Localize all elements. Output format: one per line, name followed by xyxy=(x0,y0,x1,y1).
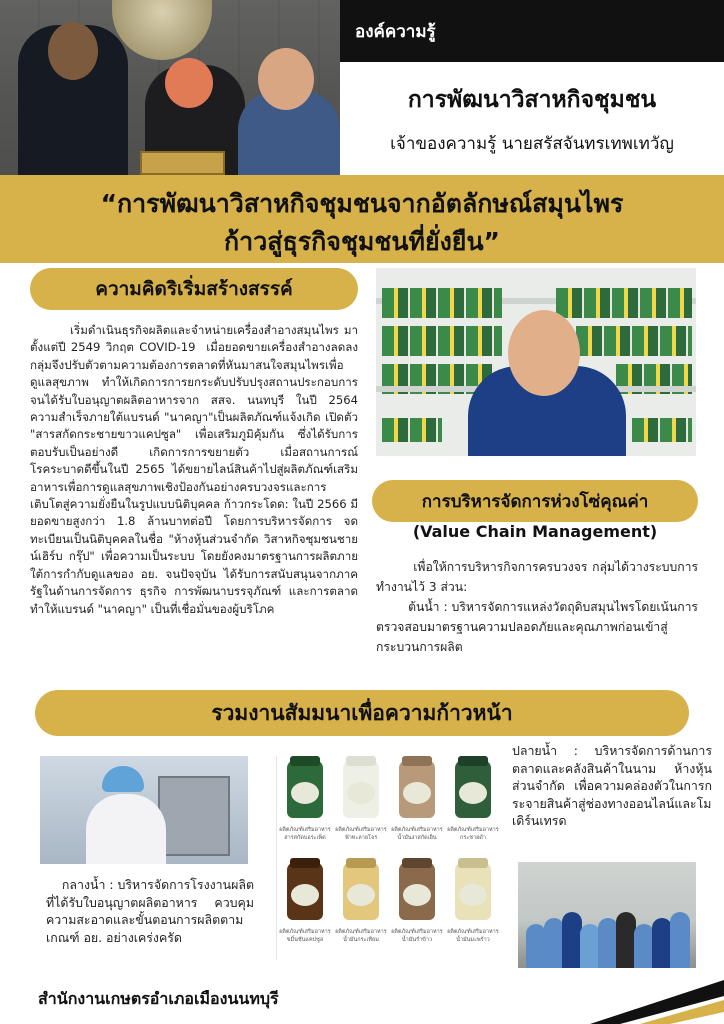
product-item xyxy=(445,756,501,858)
bottle-label xyxy=(291,884,319,906)
bottle-cap xyxy=(290,756,320,766)
product-item xyxy=(445,858,501,960)
product-item xyxy=(333,756,389,858)
person-right-head xyxy=(258,48,314,110)
section-label: องค์ความรู้ xyxy=(355,22,436,42)
product-caption: ผลิตภัณฑ์เสริมอาหารขมิ้นชันแคปซูล xyxy=(279,929,331,943)
bottle-label xyxy=(459,782,487,804)
product-caption: ผลิตภัณฑ์เสริมอาหารกระชายดำ xyxy=(447,827,499,841)
products-grid xyxy=(276,756,502,960)
bottle-label xyxy=(347,884,375,906)
bottle-label xyxy=(291,782,319,804)
bottle-cap xyxy=(290,858,320,868)
product-item xyxy=(389,858,445,960)
downstream-text: ปลายน้ำ : บริหารจัดการด้านการตลาดและคลังสินค้าในนาม ห้างหุ้นส่วนจำกัด เพื่อความคล่องตัวในการกระจายสินค้าสู่ช่องทางออนไลน์และโมเดิร์นเทรด xyxy=(512,743,712,829)
seminar-heading: รวมงานสัมมนาเพื่อความก้าวหน้า xyxy=(35,690,689,736)
value-chain-body xyxy=(376,557,698,657)
person-left-head xyxy=(48,22,98,80)
bottle-cap xyxy=(346,756,376,766)
bottle-label xyxy=(347,782,375,804)
stripe-black xyxy=(590,980,724,1024)
person-center-head xyxy=(165,58,213,108)
idea-heading: ความคิดริเริ่มสร้างสรรค์ xyxy=(30,268,358,310)
hair-cap xyxy=(102,766,144,792)
product-caption: ผลิตภัณฑ์เสริมอาหารน้ำมันมะพร้าว xyxy=(447,929,499,943)
product-caption: ผลิตภัณฑ์เสริมอาหารน้ำมันงาสกัดเย็น xyxy=(391,827,443,841)
bottle-cap xyxy=(458,756,488,766)
upstream-text: ต้นน้ำ : บริหารจัดการแหล่งวัตถุดิบสมุนไพรโดยเน้นการตรวจสอบมาตรฐานความปลอดภัยและคุณภาพก่อนเข้าสู่กระบวนการผลิต xyxy=(376,600,698,654)
bottle-cap xyxy=(402,858,432,868)
jar-row xyxy=(632,418,692,442)
product-item xyxy=(389,756,445,858)
owner-head xyxy=(508,310,580,396)
jar-row xyxy=(382,326,502,356)
value-chain-subheading: (Value Chain Management) xyxy=(412,522,658,541)
production-photo xyxy=(40,756,248,864)
certificate-frame xyxy=(140,151,225,175)
product-item xyxy=(277,858,333,960)
bottle-label xyxy=(403,884,431,906)
knowledge-owner: เจ้าของความรู้ นายสรัสจันทรเทพเทวัญ xyxy=(390,134,674,154)
footer-organization: สำนักงานเกษตรอำเภอเมืองนนทบุรี xyxy=(38,989,279,1008)
worker-body xyxy=(86,794,166,864)
midstream-text: กลางน้ำ : บริหารจัดการโรงงานผลิตที่ได้รับใบอนุญาตผลิตอาหาร ควบคุมความสะอาดและขั้นตอนการผลิตตามเกณฑ์ อย. อย่างเคร่งครัด xyxy=(46,877,254,945)
bottle-cap xyxy=(346,858,376,868)
jar-row xyxy=(556,288,692,318)
jar-row xyxy=(382,418,442,442)
header-photo xyxy=(0,0,340,175)
value-chain-heading: การบริหารจัดการห่วงโซ่คุณค่า xyxy=(372,480,698,522)
product-caption: ผลิตภัณฑ์เสริมอาหารสารสกัดบอระเพ็ด xyxy=(279,827,331,841)
team-member xyxy=(526,924,546,968)
jar-row xyxy=(382,288,502,318)
quote-line-2: ก้าวสู่ธุรกิจชุมชนที่ยั่งยืน” xyxy=(224,227,500,256)
store-photo xyxy=(376,268,696,456)
bottle-label xyxy=(459,884,487,906)
product-caption: ผลิตภัณฑ์เสริมอาหารฟ้าทะลายโจร xyxy=(335,827,387,841)
idea-body: เริ่มดำเนินธุรกิจผลิตและจำหน่ายเครื่องสำอางสมุนไพร มาตั้งแต่ปี 2549 วิกฤต COVID-19 เมื่อยอดขายเครื่องสำอางลดลง กลุ่มจึงปรับตัวตามความต้องการตลาดที่หันมาสนใจสมุนไพรเพื่อดูแลสุขภาพ ทำให้เกิดการการยกระดับปรับปรุงสถานประกอบการจนได้รับใบอนุญาตผลิตอาหารจาก สสจ. นนทบุรี ในปี 2564 ความสำเร็จภายใต้แบรนด์ "นาคญา"เป็นผลิตภัณฑ์แจ้งเกิด เปิดตัว "สารสกัดกระชายขาวแคปซูล" เพื่อเสริมภูมิคุ้มกัน ซึ่งได้รับการตอบรับเป็นอย่างดี เกิดการการขยายตัว เมื่อสถานการณ์โรคระบาดดีขึ้นในปี 2565 ได้ขยายไลน์สินค้าไปสู่ผลิตภัณฑ์เสริมอาหารเพื่อการดูแลสุขภาพเชิงป้องกันอย่างครบวงจรและการเติบโตสู่ความยั่งยืนในรูปแบบนิติบุคคล ก้าวกระโดด: ในปี 2566 มียอดขายสูงกว่า 1.8 ล้านบาทต่อปี โดยการบริหารจัดการ จดทะเบียนเป็นนิติบุคคลในชื่อ "ห้างหุ้นส่วนจำกัด วิสาหกิจชุมชนชายน์เฮิร์บ กรุ๊ป" เพื่อความเป็นระบบ โดยยังคงมาตรฐานการผลิตภายใต้การกำกับดูแลของ อย. จนปัจจุบัน ได้รับการสนับสนุนจากภาครัฐในด้านการจัดการ ธุรกิจ การพัฒนาบรรจุภัณฑ์ และการตลาด ทำให้แบรนด์ "นาคญา" เป็นที่เชื่อมั่นของผู้บริโภค xyxy=(30,323,366,616)
packing-machine xyxy=(158,776,230,856)
decorative-stripes xyxy=(560,940,724,1024)
value-chain-intro: เพื่อให้การบริหารกิจการครบวงจร กลุ่มได้วางระบบการทำงานไว้ 3 ส่วน: xyxy=(376,560,698,594)
product-item xyxy=(333,858,389,960)
page-title: การพัฒนาวิสาหกิจชุมชน xyxy=(407,87,657,113)
product-caption: ผลิตภัณฑ์เสริมอาหารน้ำมันกระเทียม xyxy=(335,929,387,943)
jar-row xyxy=(576,326,692,356)
bottle-cap xyxy=(458,858,488,868)
product-caption: ผลิตภัณฑ์เสริมอาหารน้ำมันรำข้าว xyxy=(391,929,443,943)
product-item xyxy=(277,756,333,858)
bottle-label xyxy=(403,782,431,804)
bottle-cap xyxy=(402,756,432,766)
quote-line-1: “การพัฒนาวิสาหกิจชุมชนจากอัตลักษณ์สมุนไพร xyxy=(100,189,624,218)
